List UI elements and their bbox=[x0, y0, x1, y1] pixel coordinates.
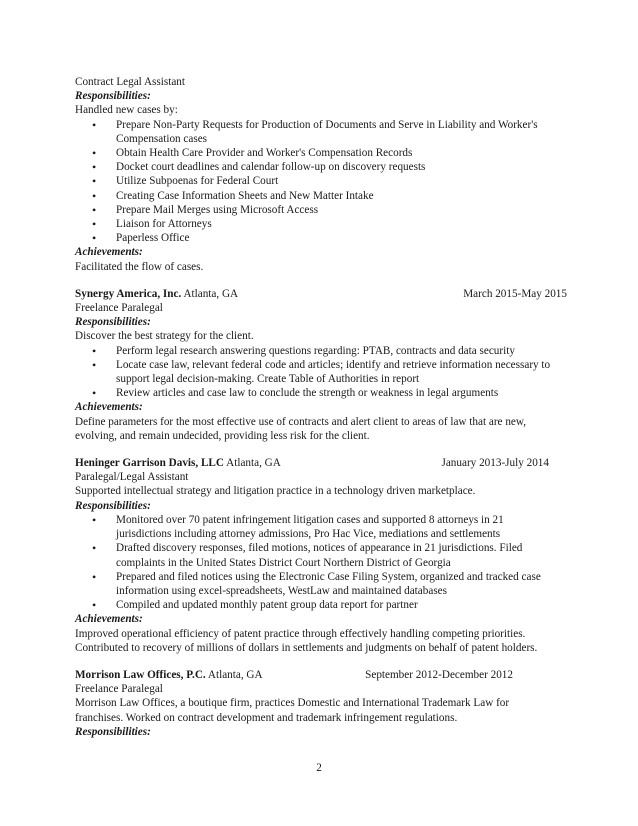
company-name: Heninger Garrison Davis, LLC bbox=[75, 457, 224, 470]
job-header bbox=[75, 456, 549, 470]
job-location: Atlanta, GA bbox=[207, 668, 263, 681]
job-heninger-garrison-davis bbox=[75, 456, 565, 655]
responsibilities-list bbox=[75, 513, 565, 612]
list-item: • Perform legal research answering questions regarding: PTAB, contracts and data security bbox=[92, 344, 565, 358]
responsibilities-list bbox=[75, 118, 565, 246]
list-item: • Drafted discovery responses, filed motions, notices of appearance in 21 jurisdictions. Filed complaints in the United States District Court Northern District of Georgia bbox=[92, 541, 556, 569]
job-location: Atlanta, GA bbox=[226, 457, 281, 470]
page-number: 2 bbox=[316, 762, 322, 774]
job-location: Atlanta, GA bbox=[183, 287, 239, 300]
job-dates: March 2015-May 2015 bbox=[463, 287, 567, 300]
job-title: Paralegal/Legal Assistant bbox=[75, 471, 189, 484]
job-dates: January 2013-July 2014 bbox=[441, 457, 549, 470]
list-item: • Prepare Mail Merges using Microsoft Access bbox=[92, 203, 565, 217]
achievements-heading: Achievements: bbox=[75, 401, 143, 414]
list-item: • Compiled and updated monthly patent group data report for partner bbox=[92, 598, 565, 612]
responsibilities-intro: Handled new cases by: bbox=[75, 104, 178, 117]
responsibilities-list bbox=[75, 344, 565, 401]
achievements-heading: Achievements: bbox=[75, 613, 143, 626]
job-contract-legal-assistant bbox=[75, 75, 565, 274]
job-header bbox=[75, 287, 565, 301]
job-synergy-america bbox=[75, 287, 565, 443]
list-item: • Prepare Non-Party Requests for Production of Documents and Serve in Liability and Worker's Compensation cases bbox=[92, 118, 556, 146]
responsibilities-heading: Responsibilities: bbox=[75, 499, 151, 512]
job-dates: September 2012-December 2012 bbox=[365, 668, 513, 681]
list-item: • Obtain Health Care Provider and Worker's Compensation Records bbox=[92, 146, 565, 160]
company-name: Synergy America, Inc. bbox=[75, 287, 182, 300]
job-summary: Morrison Law Offices, a boutique firm, practices Domestic and International Trademark Law for franchises. Worked on contract development and trademark infringement regulations. bbox=[75, 697, 510, 724]
list-item: • Docket court deadlines and calendar follow-up on discovery requests bbox=[92, 160, 565, 174]
job-title: Contract Legal Assistant bbox=[75, 76, 185, 88]
responsibilities-heading: Responsibilities: bbox=[75, 90, 151, 103]
job-morrison-law-offices bbox=[75, 668, 565, 739]
responsibilities-intro: Discover the best strategy for the client. bbox=[75, 330, 254, 343]
list-item: • Utilize Subpoenas for Federal Court bbox=[92, 174, 565, 188]
job-title: Freelance Paralegal bbox=[75, 683, 163, 696]
list-item: • Prepared and filed notices using the Electronic Case Filing System, organized and tracked case information using excel-spreadsheets, WestLaw and maintained databases bbox=[92, 570, 556, 598]
list-item: • Liaison for Attorneys bbox=[92, 217, 565, 231]
company-name: Morrison Law Offices, P.C. bbox=[75, 668, 206, 681]
achievement-text: Facilitated the flow of cases. bbox=[75, 260, 204, 273]
list-item: • Locate case law, relevant federal code and articles; identify and retrieve information necessary to support legal decision-making. Create Table of Authorities in report bbox=[92, 358, 556, 386]
list-item: • Paperless Office bbox=[92, 231, 565, 245]
achievement-text: Improved operational efficiency of patent practice through effectively handling competing priorities. Contributed to recovery of millions of dollars in settlements and judgments on behalf of patent holders. bbox=[75, 627, 538, 654]
responsibilities-heading: Responsibilities: bbox=[75, 316, 151, 329]
job-title: Freelance Paralegal bbox=[75, 302, 163, 315]
list-item: • Monitored over 70 patent infringement litigation cases and supported 8 attorneys in 21 jurisdictions including attorney admissions, Pro Hac Vice, mediations and settlements bbox=[92, 513, 556, 541]
achievements-heading: Achievements: bbox=[75, 246, 143, 259]
list-item: • Review articles and case law to conclude the strength or weakness in legal arguments bbox=[92, 386, 565, 400]
job-header bbox=[75, 668, 513, 682]
responsibilities-heading: Responsibilities: bbox=[75, 725, 151, 738]
list-item: • Creating Case Information Sheets and New Matter Intake bbox=[92, 189, 565, 203]
job-summary: Supported intellectual strategy and litigation practice in a technology driven marketplace. bbox=[75, 485, 476, 498]
achievement-text: Define parameters for the most effective use of contracts and alert client to areas of law that are new, evolving, and remain undecided, providing less risk for the client. bbox=[75, 415, 527, 442]
resume-page bbox=[75, 75, 565, 739]
